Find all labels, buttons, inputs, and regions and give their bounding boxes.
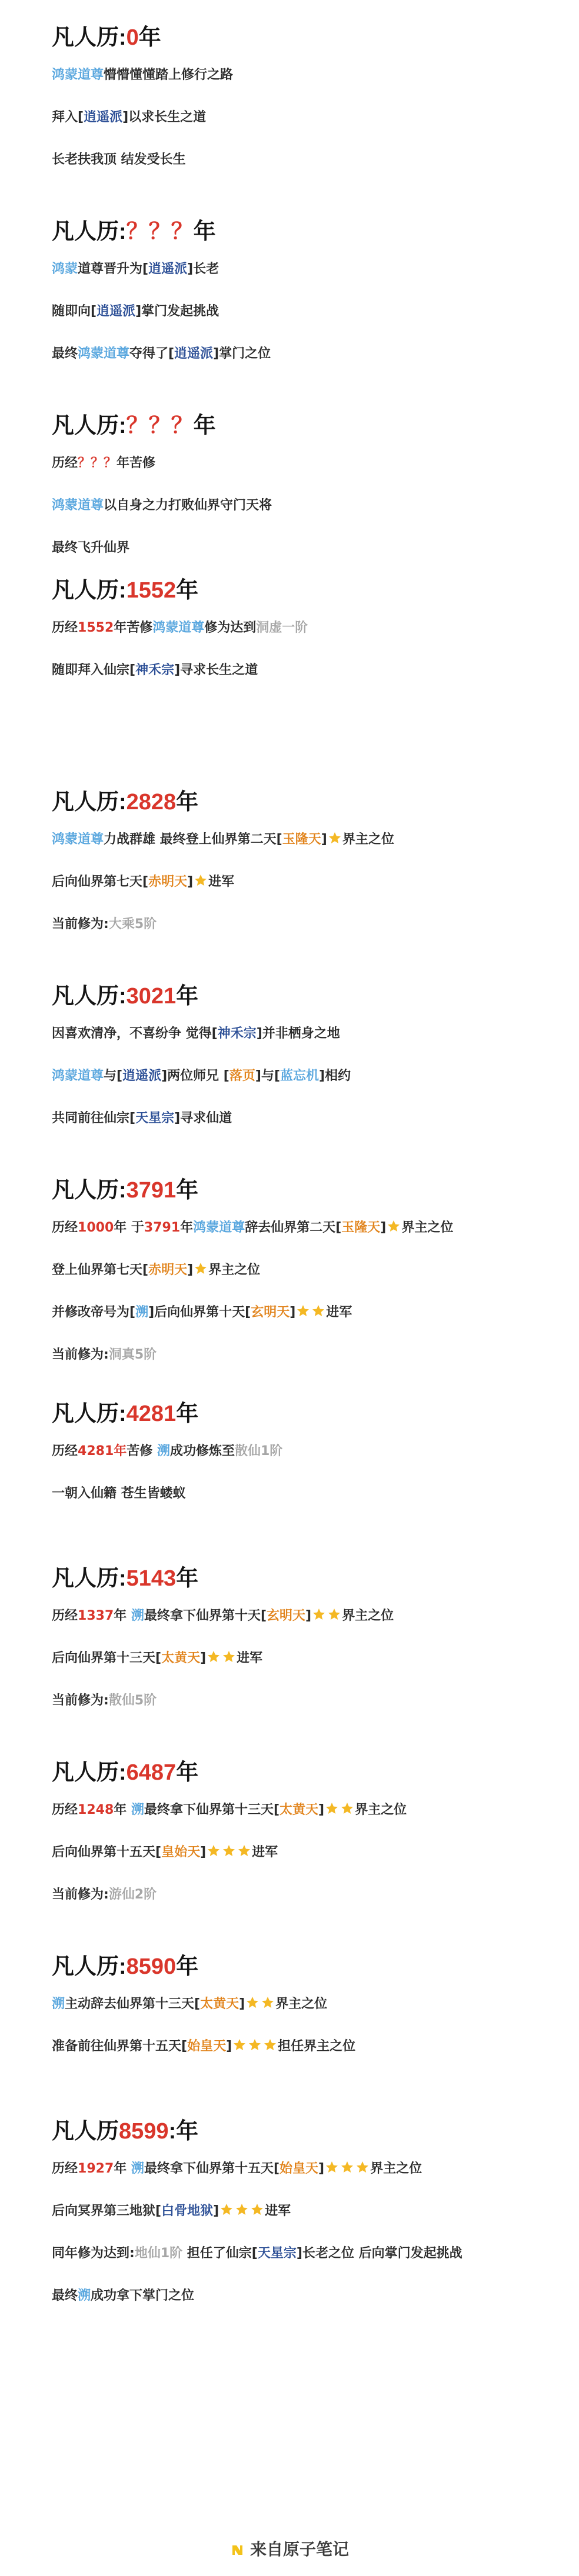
text-segment: 界主之位: [208, 1263, 261, 1277]
text-segment: 进军: [326, 1305, 352, 1320]
text-segment: 后向仙界第十三天[: [52, 1651, 162, 1666]
atom-notes-logo-icon: [230, 2542, 244, 2557]
text-segment: 以自身之力打败仙界守门天将: [104, 498, 272, 513]
star-icon: [207, 1650, 221, 1664]
event-line: [52, 150, 546, 170]
highlight-red: 1927: [78, 2161, 114, 2176]
highlight-blue: 鸿蒙: [52, 262, 78, 276]
text-segment: 成功拿下掌门之位: [91, 2288, 195, 2303]
event-line: [52, 618, 546, 638]
text-segment: 一朝入仙籍 苍生皆蝼蚁: [52, 1486, 186, 1501]
era-year: 3021: [126, 984, 177, 1009]
era-year: 5143: [126, 1566, 177, 1591]
text-segment: 主动辞去仙界第十三天[: [65, 1997, 201, 2011]
text-segment: 后向仙界第十五天[: [52, 1845, 162, 1860]
event-line: [52, 1303, 546, 1323]
star-icon: [222, 1844, 236, 1858]
text-segment: 担任了仙宗[: [182, 2246, 258, 2261]
text-segment: ]掌门发起挑战: [135, 304, 219, 319]
text-segment: 进军: [265, 2204, 291, 2218]
text-segment: 夺得了[: [129, 346, 175, 361]
highlight-blue: 鸿蒙道尊: [52, 832, 104, 847]
highlight-orange: 太黄天: [279, 1803, 319, 1817]
star-icon: [312, 1607, 326, 1621]
text-segment: 年: [114, 2161, 131, 2176]
highlight-orange: 赤明天: [148, 875, 188, 889]
text-segment: 最终: [52, 2288, 78, 2303]
text-segment: 当前修为:: [52, 917, 109, 932]
event-line: [52, 1691, 546, 1711]
text-segment: 进军: [237, 1651, 263, 1666]
highlight-red: 1000: [78, 1220, 114, 1235]
era-label: 凡人历: [52, 2119, 119, 2144]
highlight-orange: 始皇天: [279, 2161, 319, 2176]
highlight-blue: 蓝忘机: [280, 1069, 320, 1083]
era-label: 年: [176, 1566, 199, 1591]
event-line: [52, 302, 546, 322]
footer-text: 来自原子笔记: [249, 2540, 349, 2559]
era-label: 年: [193, 219, 216, 244]
era-label: 年: [176, 790, 199, 815]
star-icon: [248, 2038, 262, 2052]
timeline-section: [52, 1179, 546, 1365]
text-segment: 进军: [208, 875, 235, 889]
star-icon: [263, 2038, 277, 2052]
era-year: 2828: [126, 790, 177, 815]
highlight-navy: 神禾宗: [135, 663, 175, 678]
highlight-navy: 逍遥派: [148, 262, 188, 276]
text-segment: 界主之位: [342, 832, 394, 847]
event-line: [52, 1649, 546, 1669]
era-heading: [52, 1567, 546, 1590]
era-year: 1552: [126, 578, 177, 603]
text-segment: ]掌门之位: [213, 346, 271, 361]
event-line: [52, 1606, 546, 1626]
event-line: [52, 2159, 546, 2179]
timeline-section: [52, 791, 546, 935]
era-label: 年: [138, 25, 161, 50]
era-heading: [52, 985, 546, 1007]
event-line: [52, 1484, 546, 1504]
text-segment: ]: [318, 1803, 325, 1817]
star-icon: [219, 2203, 234, 2217]
event-line: [52, 915, 546, 935]
text-segment: ]: [305, 1609, 312, 1623]
text-segment: 历经: [52, 1220, 78, 1235]
star-icon: [235, 2203, 249, 2217]
text-segment: 当前修为:: [52, 1887, 109, 1902]
text-segment: 力战群雄 最终登上仙界第二天[: [104, 832, 282, 847]
highlight-navy: 逍遥派: [174, 346, 214, 361]
highlight-navy: 天星宗: [135, 1111, 175, 1126]
highlight-red: ？？？: [78, 456, 117, 471]
text-segment: 历经: [52, 456, 78, 471]
highlight-blue: 溯: [131, 2161, 144, 2176]
timeline-section: [52, 221, 546, 364]
highlight-red: 4281年: [78, 1444, 127, 1459]
text-segment: ]两位师兄 [: [161, 1069, 229, 1083]
text-segment: 后向冥界第三地狱[: [52, 2204, 162, 2218]
era-year: 4281: [126, 1402, 177, 1426]
highlight-orange: 始皇天: [187, 2039, 227, 2054]
text-segment: ]长老之位 后向掌门发起挑战: [296, 2246, 462, 2261]
event-line: [52, 344, 546, 364]
event-line: [52, 108, 546, 128]
era-label: 年: [176, 984, 199, 1009]
timeline-section: [52, 985, 546, 1129]
text-segment: ]: [187, 875, 194, 889]
highlight-navy: 天星宗: [257, 2246, 297, 2261]
era-label: 凡人历:: [52, 1402, 127, 1426]
era-label: 凡人历:: [52, 1954, 127, 1979]
highlight-gray: 散仙1阶: [234, 1444, 283, 1459]
highlight-gray: 地仙1阶: [134, 2246, 183, 2261]
text-segment: 与[: [104, 1069, 123, 1083]
text-segment: ]: [226, 2039, 232, 2054]
text-segment: 历经: [52, 2161, 78, 2176]
era-year: ？？？: [126, 413, 194, 438]
era-label: 凡人历:: [52, 578, 127, 603]
star-icon: [245, 1996, 259, 2010]
era-heading: [52, 1956, 546, 1978]
event-line: [52, 2037, 546, 2057]
text-segment: 并修改帝号为[: [52, 1305, 136, 1320]
era-label: 凡人历:: [52, 25, 127, 50]
text-segment: 年苦修: [117, 456, 156, 471]
timeline-section: [52, 1403, 546, 1504]
era-heading: [52, 221, 546, 243]
era-label: 凡人历:: [52, 790, 127, 815]
era-label: 凡人历:: [52, 1566, 127, 1591]
text-segment: ]: [380, 1220, 387, 1235]
text-segment: 懵懵懂懂踏上修行之路: [104, 68, 234, 82]
text-segment: 年: [114, 1609, 131, 1623]
highlight-orange: 玉隆天: [341, 1220, 381, 1235]
star-icon: [325, 1801, 339, 1816]
timeline-section: [52, 1761, 546, 1905]
timeline-section: [52, 2120, 546, 2306]
era-year: 3791: [126, 1178, 177, 1203]
text-segment: 道尊晋升为[: [78, 262, 149, 276]
text-segment: 年苦修: [114, 620, 153, 635]
era-label: 年: [193, 413, 216, 438]
era-label: 凡人历:: [52, 1760, 127, 1785]
event-line: [52, 1843, 546, 1863]
text-segment: ]与[: [255, 1069, 281, 1083]
highlight-orange: 落页: [229, 1069, 255, 1083]
highlight-orange: 玄明天: [267, 1609, 306, 1623]
star-icon: [325, 2160, 339, 2174]
highlight-orange: 太黄天: [200, 1997, 239, 2011]
text-segment: 拜入[: [52, 110, 84, 125]
event-line: [52, 1109, 546, 1129]
star-icon: [237, 1844, 251, 1858]
star-icon: [340, 1801, 354, 1816]
text-segment: 修为达到: [204, 620, 257, 635]
era-label: 年: [176, 1402, 199, 1426]
era-label: 年: [176, 1954, 199, 1979]
highlight-blue: 溯: [78, 2288, 91, 2303]
text-segment: 年 于: [114, 1220, 144, 1235]
star-icon: [340, 2160, 354, 2174]
text-segment: 随即向[: [52, 304, 97, 319]
text-segment: 登上仙界第七天[: [52, 1263, 149, 1277]
highlight-blue: 溯: [157, 1444, 170, 1459]
text-segment: ]: [290, 1305, 296, 1320]
highlight-gray: 大乘5阶: [108, 917, 157, 932]
text-segment: ]: [213, 2204, 219, 2218]
text-segment: 历经: [52, 1609, 78, 1623]
text-segment: ]: [239, 1997, 245, 2011]
text-segment: 最终: [52, 346, 78, 361]
era-label: 凡人历:: [52, 413, 127, 438]
event-line: [52, 1024, 546, 1044]
event-line: [52, 259, 546, 279]
event-line: [52, 453, 546, 473]
text-segment: ]: [318, 2161, 325, 2176]
text-segment: 当前修为:: [52, 1347, 109, 1362]
era-year: 8599: [119, 2119, 169, 2144]
highlight-blue: 溯: [135, 1305, 149, 1320]
highlight-red: 1552: [78, 620, 114, 635]
text-segment: ]以求长生之道: [122, 110, 207, 125]
highlight-blue: 鸿蒙道尊: [52, 68, 104, 82]
era-label: 年: [176, 578, 199, 603]
star-icon: [194, 1262, 208, 1276]
era-year: 0: [126, 25, 139, 50]
timeline-section: [52, 1567, 546, 1711]
highlight-navy: 逍遥派: [122, 1069, 162, 1083]
star-icon: [387, 1219, 401, 1233]
highlight-orange: 玉隆天: [282, 832, 321, 847]
era-label: 凡人历:: [52, 984, 127, 1009]
highlight-red: 1248: [78, 1803, 114, 1817]
text-segment: ]后向仙界第十天[: [148, 1305, 251, 1320]
era-heading: [52, 579, 546, 602]
era-label: 凡人历:: [52, 219, 127, 244]
star-icon: [250, 2203, 264, 2217]
text-segment: ]寻求长生之道: [174, 663, 258, 678]
event-line: [52, 660, 546, 680]
era-year: ？？？: [126, 219, 194, 244]
timeline-section: [52, 415, 546, 558]
text-segment: 界主之位: [401, 1220, 454, 1235]
event-line: [52, 1442, 546, 1461]
event-line: [52, 538, 546, 558]
era-heading: [52, 415, 546, 437]
highlight-gray: 洞虚一阶: [256, 620, 308, 635]
text-segment: 最终拿下仙界第十三天[: [144, 1803, 279, 1817]
timeline-section: [52, 26, 546, 170]
text-segment: 界主之位: [275, 1997, 328, 2011]
era-year: 6487: [126, 1760, 177, 1785]
text-segment: 辞去仙界第二天[: [245, 1220, 342, 1235]
text-segment: 后向仙界第七天[: [52, 875, 149, 889]
text-segment: 最终飞升仙界: [52, 540, 130, 555]
text-segment: 历经: [52, 1444, 78, 1459]
text-segment: 担任界主之位: [278, 2039, 356, 2054]
text-segment: ]相约: [319, 1069, 351, 1083]
text-segment: 同年修为达到:: [52, 2246, 135, 2261]
highlight-blue: 溯: [131, 1803, 144, 1817]
event-line: [52, 65, 546, 85]
event-line: [52, 1800, 546, 1820]
star-icon: [328, 831, 342, 845]
era-heading: [52, 1403, 546, 1425]
highlight-blue: 鸿蒙道尊: [152, 620, 205, 635]
highlight-blue: 鸿蒙道尊: [78, 346, 130, 361]
text-segment: 界主之位: [370, 2161, 422, 2176]
highlight-orange: 赤明天: [148, 1263, 188, 1277]
timeline-section: [52, 1956, 546, 2057]
highlight-navy: 逍遥派: [84, 110, 123, 125]
star-icon: [311, 1304, 325, 1318]
highlight-blue: 鸿蒙道尊: [193, 1220, 245, 1235]
era-heading: [52, 1761, 546, 1784]
text-segment: 进军: [252, 1845, 278, 1860]
text-segment: 随即拜入仙宗[: [52, 663, 136, 678]
footer: [0, 2537, 579, 2560]
star-icon: [232, 2038, 247, 2052]
star-icon: [194, 873, 208, 887]
event-line: [52, 1066, 546, 1086]
text-segment: 历经: [52, 1803, 78, 1817]
text-segment: 苦修: [127, 1444, 157, 1459]
text-segment: 准备前往仙界第十五天[: [52, 2039, 188, 2054]
highlight-navy: 白骨地狱: [161, 2204, 214, 2218]
star-icon: [355, 2160, 370, 2174]
highlight-orange: 玄明天: [251, 1305, 290, 1320]
event-line: [52, 872, 546, 892]
highlight-navy: 神禾宗: [217, 1026, 257, 1041]
highlight-blue: 鸿蒙道尊: [52, 498, 104, 513]
text-segment: ]: [200, 1845, 207, 1860]
text-segment: 成功修炼至: [169, 1444, 235, 1459]
highlight-orange: 皇始天: [161, 1845, 201, 1860]
highlight-gray: 散仙5阶: [108, 1693, 157, 1708]
event-line: [52, 830, 546, 850]
event-line: [52, 2201, 546, 2221]
text-segment: ]: [321, 832, 327, 847]
event-line: [52, 2244, 546, 2264]
era-heading: [52, 1179, 546, 1202]
text-segment: 界主之位: [342, 1609, 394, 1623]
text-segment: ]并非栖身之地: [256, 1026, 340, 1041]
star-icon: [261, 1996, 275, 2010]
era-label: :年: [168, 2119, 199, 2144]
text-segment: ]长老: [187, 262, 219, 276]
event-line: [52, 1994, 546, 2014]
era-label: 凡人历:: [52, 1178, 127, 1203]
highlight-gray: 洞真5阶: [108, 1347, 157, 1362]
text-segment: 因喜欢清净，不喜纷争 觉得[: [52, 1026, 218, 1041]
text-segment: ]: [187, 1263, 194, 1277]
star-icon: [207, 1844, 221, 1858]
highlight-red: 3791: [144, 1220, 181, 1235]
text-segment: ]寻求仙道: [174, 1111, 232, 1126]
text-segment: 最终拿下仙界第十天[: [144, 1609, 267, 1623]
event-line: [52, 1260, 546, 1280]
event-line: [52, 1345, 546, 1365]
timeline-section: [52, 579, 546, 680]
star-icon: [296, 1304, 310, 1318]
event-line: [52, 2286, 546, 2306]
era-label: 年: [176, 1760, 199, 1785]
text-segment: 年: [114, 1803, 131, 1817]
era-heading: [52, 26, 546, 49]
text-segment: 长老扶我顶 结发受长生: [52, 152, 186, 167]
highlight-blue: 鸿蒙道尊: [52, 1069, 104, 1083]
text-segment: ]: [200, 1651, 207, 1666]
text-segment: 历经: [52, 620, 78, 635]
event-line: [52, 496, 546, 516]
era-year: 8590: [126, 1954, 177, 1979]
highlight-blue: 溯: [52, 1997, 65, 2011]
highlight-blue: 溯: [131, 1609, 144, 1623]
star-icon: [327, 1607, 341, 1621]
highlight-navy: 逍遥派: [96, 304, 136, 319]
text-segment: 界主之位: [355, 1803, 407, 1817]
highlight-orange: 太黄天: [161, 1651, 201, 1666]
highlight-red: 1337: [78, 1609, 114, 1623]
text-segment: 最终拿下仙界第十五天[: [144, 2161, 279, 2176]
event-line: [52, 1218, 546, 1238]
era-label: 年: [176, 1178, 199, 1203]
text-segment: 共同前往仙宗[: [52, 1111, 136, 1126]
era-heading: [52, 2120, 546, 2143]
text-segment: 年: [180, 1220, 194, 1235]
highlight-gray: 游仙2阶: [108, 1887, 157, 1902]
era-heading: [52, 791, 546, 813]
event-line: [52, 1885, 546, 1905]
text-segment: 当前修为:: [52, 1693, 109, 1708]
star-icon: [222, 1650, 236, 1664]
